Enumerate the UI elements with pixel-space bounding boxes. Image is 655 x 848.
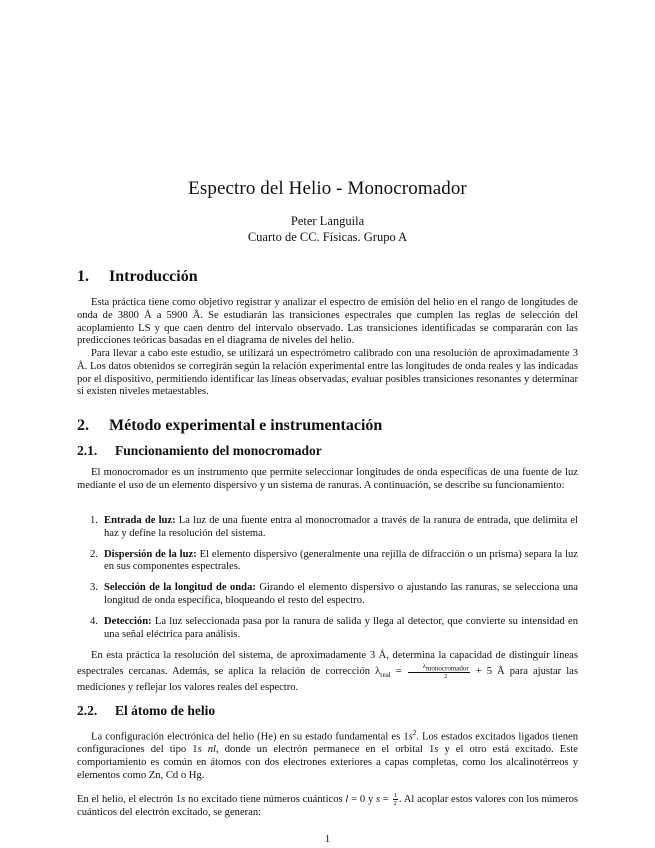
fraction-numerator: 1 [393,792,397,799]
subsection-title: El átomo de helio [115,703,216,718]
superscript: 2 [412,729,417,737]
page-number: 1 [324,834,331,845]
text-run: La configuración electrónica del helio (He) en su estado fundamental es 1 [91,731,409,743]
list-item-text: El elemento dispersivo (generalmente una rejilla de difracción o un prisma) separa la luz en sus componentes espectrales. [104,548,578,573]
math-var: s [434,744,439,756]
math-var: s [408,731,413,743]
helio-paragraph-1 [77,727,578,783]
list-item-number: 2. [90,548,98,560]
section-heading-metodo [77,417,382,435]
text-run: En esta práctica la resolución del sistema, de aproximadamente 3 Å, determina la capacidad de distinguir líneas espectrales cercanas. Además, se aplica la relación de corrección λ [77,650,578,677]
section-heading-introduccion [77,268,198,286]
subsection-title: Funcionamiento del monocromador [115,443,322,458]
section-number: 1. [77,268,89,285]
list-item-text: La luz de una fuente entra al monocromador a través de la ranura de entrada, que delimita el haz y define la resolución del sistema. [104,515,578,539]
list-item [90,549,578,575]
list-item [90,616,578,642]
intro-paragraph-2: Para llevar a cabo este estudio, se utilizará un espectrómetro calibrado con una resolución de aproximadamente 3 Å. Los datos obtenidos se corregirán según la relación experimental entre las longitudes de onda reales y las indicadas por el dispositivo, permitiendo identificar las líneas observadas, evaluar posibles transiciones resonantes y determinar si existen niveles metaestables. [77,348,578,398]
list-item-text: Girando el elemento dispersivo o ajustando las ranuras, se selecciona una longitud de onda específica, bloqueando el resto del espectro. [104,582,578,606]
list-item-label: Detección: [104,615,152,627]
monocromador-closing-paragraph [77,650,578,695]
spin-fraction [393,792,398,807]
section-number: 2. [77,417,89,434]
list-item-number: 1. [90,515,98,526]
monocromador-intro-paragraph: El monocromador es un instrumento que permite seleccionar longitudes de onda específicas de una fuente de luz mediante el uso de un elemento dispersivo y un sistema de ranuras. A continuación, se describe su funcionamiento: [77,467,578,491]
fraction-numerator: λ [422,662,426,670]
helio-paragraph-2 [77,792,578,820]
list-item-number: 4. [90,615,98,627]
subsection-number: 2.2. [77,703,98,718]
text-run: En el helio, el electrón 1 [77,793,182,805]
list-item-label: Entrada de luz: [104,515,176,526]
subsection-heading-monocromador [77,443,322,459]
paper-title: Espectro del Helio - Monocromador [188,178,467,199]
text-run: . Al acoplar estos valores con los números cuánticos del electrón excitado, se generan: [77,793,579,818]
text-run: = [390,665,407,677]
math-var: s nl [197,744,217,756]
lambda-subscript: real [380,671,391,679]
text-run: + 5 Å para ajustar las mediciones y reflejar los valores reales del espectro. [77,665,578,693]
text-run: . Los estados excitados ligados tienen configuraciones del tipo 1 [77,731,578,756]
fraction-denominator: 2 [393,800,397,807]
list-item [90,515,578,541]
monocromador-steps-list [90,515,578,641]
math-var: s [181,793,186,805]
list-item-text: La luz seleccionada pasa por la ranura de salida y llega al detector, que convierte su intensidad en una señal eléctrica para análisis. [104,615,578,640]
paper-author: Peter Languila [290,214,365,228]
list-item-label: Dispersión de la luz: [104,548,197,560]
paper-affiliation: Cuarto de CC. Físicas. Grupo A [247,230,408,244]
list-item-label: Selección de la longitud de onda: [104,582,256,594]
list-item-number: 3. [90,582,98,594]
section-title: Introducción [109,268,198,285]
text-run: = 0 y [348,793,377,805]
text-run: no excitado tiene números cuánticos [185,793,346,805]
correction-fraction [408,663,470,680]
math-var: s [376,793,381,805]
list-item [90,582,578,608]
fraction-denominator: 2 [444,673,448,681]
fraction-numerator-subscript: monocromador [425,664,469,673]
intro-paragraph-1: Esta práctica tiene como objetivo registrar y analizar el espectro de emisión del helio en el rango de longitudes de onda de 3800 Å a 5900 Å. Se estudiarán las transiciones espectrales que cumplen las reglas de selección del acoplamiento LS y que caen dentro del intervalo observado. Las transiciones identificadas se compararán con las predicciones teóricas basadas en el diagrama de niveles del helio. [77,297,578,347]
subsection-number: 2.1. [77,443,98,458]
section-title: Método experimental e instrumentación [109,417,383,434]
subsection-heading-helio [77,703,215,719]
text-run: , donde un electrón permanece en el orbital 1 [216,744,435,756]
text-run: = [380,793,392,805]
text-run: y el otro está excitado. Este comportamiento es común en átomos con dos electrones exteriores a capas completas, como los alcalinotérreos y elementos como Zn, Cd o Hg. [77,744,579,781]
math-var: l [345,793,349,805]
